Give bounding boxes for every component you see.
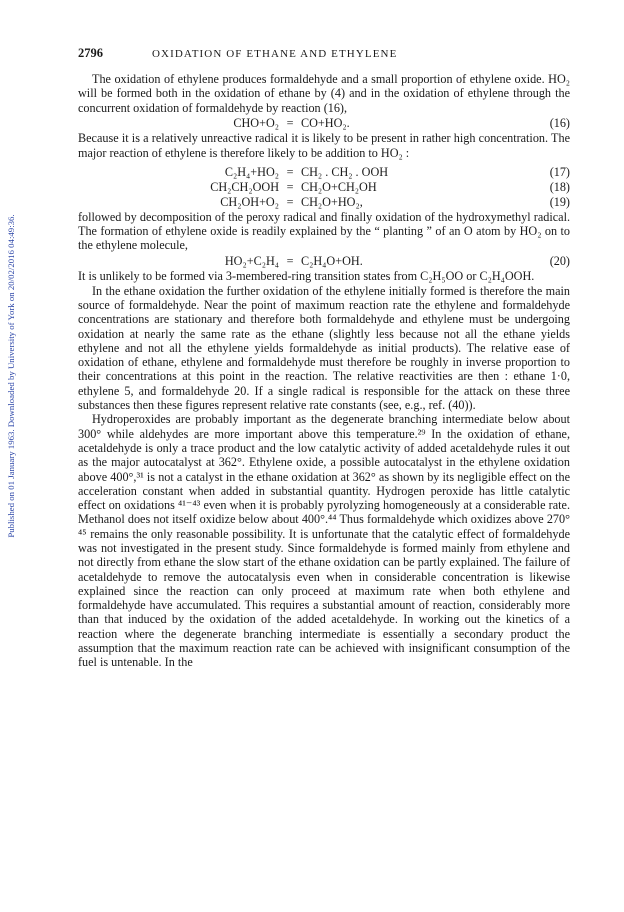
equation-rhs: CH₂ . CH₂ . OOH — [301, 164, 389, 179]
equation-number: (16) — [549, 115, 570, 130]
paragraph-3: followed by decomposition of the peroxy radical and finally oxidation of the hydroxymethyl radical. The formation of ethylene oxide is readily explained by the “ planting ” of an O atom by HO₂ on to the ethylene molecule, — [78, 209, 570, 253]
equation-rhs: CH₂O+CH₂OH — [301, 179, 377, 194]
equation-rhs: CO+HO₂. — [301, 115, 350, 130]
equation-17 — [78, 165, 570, 180]
equation-lhs: CH₂OH+O₂ — [220, 194, 279, 209]
equation-number: (17) — [549, 164, 570, 179]
equation-equals: = — [286, 253, 294, 268]
equation-number: (19) — [549, 194, 570, 209]
equation-rhs: C₂H₄O+OH. — [301, 253, 363, 268]
equation-equals: = — [286, 179, 294, 194]
journal-page — [78, 46, 570, 670]
equation-18 — [78, 180, 570, 195]
equation-lhs: CH₂CH₂OOH — [210, 179, 279, 194]
equation-rhs: CH₂O+HO₂, — [301, 194, 363, 209]
equation-number: (18) — [549, 179, 570, 194]
equation-lhs: C₂H₄+HO₂ — [224, 164, 279, 179]
equation-20 — [78, 254, 570, 269]
equation-equals: = — [286, 115, 294, 130]
paragraph-5: In the ethane oxidation the further oxidation of the ethylene initially formed is therefore the main source of formaldehyde. Near the point of maximum reaction rate the ethylene and formaldehyde concentrations are stationary and therefore both formaldehyde and ethylene must be undergoing oxidation at nearly the same rate as the ethane (slightly less because not all the ethane yields ethylene and not all the ethylene yields formaldehyde as initial products). The relative ease of oxidation of ethane, ethylene and formaldehyde must therefore be roughly in inverse proportion to their concentrations at this point in the reaction. The relative reactivities are then : ethane 1·0, ethylene 5, and formaldehyde 20. If a single radical is responsible for the attack on these three substances then these figures represent relative rate constants (see, e.g., ref. (40)). — [78, 283, 570, 413]
equation-equals: = — [286, 194, 294, 209]
equation-19 — [78, 195, 570, 210]
paragraph-4: It is unlikely to be formed via 3-membered-ring transition states from C₂H₅OO or C₂H₄OOH. — [78, 269, 535, 284]
paragraph-2: Because it is a relatively unreactive radical it is likely to be present in rather high concentration. The major reaction of ethylene is therefore likely to be addition to HO₂ : — [78, 131, 570, 160]
paragraph-6: Hydroperoxides are probably important as the degenerate branching intermediate below about 300° while aldehydes are more important above this temperature.²⁹ In the oxidation of ethane, acetaldehyde is only a trace product and the low catalytic activity of added acetaldehyde rules it out as the major autocatalyst at 362°. Ethylene oxide, a possible autocatalyst in the ethylene oxidation above 400°,³¹ is not a catalyst in the ethane oxidation at 362° as shown by its negligible effect on the acceleration constant when added in substantial quantity. Hydrogen peroxide has little catalytic effect on oxidations ⁴¹⁻⁴³ even when it is probably pyrolyzing homogeneously at a considerable rate. Methanol does not itself oxidize below about 400°.⁴⁴ Thus formaldehyde which oxidizes above 270° ⁴⁵ remains the only reasonable possibility. It is unfortunate that the catalytic effect of formaldehyde was not investigated in the present study. Since formaldehyde is formed mainly from ethylene and not directly from ethane the slow start of the ethane oxidation can be partly explained. The failure of acetaldehyde to remove the autocatalysis even when in considerable concentration is likewise explained since the reaction can only proceed at maximum rate when both ethylene and formaldehyde have accumulated. This requires a substantial amount of reaction, considerably more than that induced by the oxidation of the added acetaldehyde. In working out the kinetics of a reaction where the degenerate branching intermediate is essentially a secondary product the assumption that the maximum reaction rate can be achieved with insignificant consumption of the fuel is untenable. In the — [78, 412, 570, 670]
running-head: OXIDATION OF ETHANE AND ETHYLENE — [152, 48, 398, 60]
paragraph-1: The oxidation of ethylene produces formaldehyde and a small proportion of ethylene oxide. HO₂ will be formed both in the oxidation of ethane by (4) and in the oxidation of ethylene through the concurrent oxidation of formaldehyde by reaction (16), — [78, 72, 570, 115]
equation-16 — [78, 116, 570, 131]
watermark-text: Published on 01 January 1963. Downloaded by University of York on 20/02/2016 04:49:36. — [6, 214, 16, 538]
equation-lhs: CHO+O₂ — [233, 115, 279, 130]
equation-equals: = — [286, 164, 294, 179]
equation-lhs: HO₂+C₂H₄ — [224, 253, 279, 268]
download-watermark — [4, 138, 18, 614]
page-header — [78, 46, 570, 64]
equation-number: (20) — [549, 253, 570, 268]
page-number: 2796 — [78, 46, 103, 60]
